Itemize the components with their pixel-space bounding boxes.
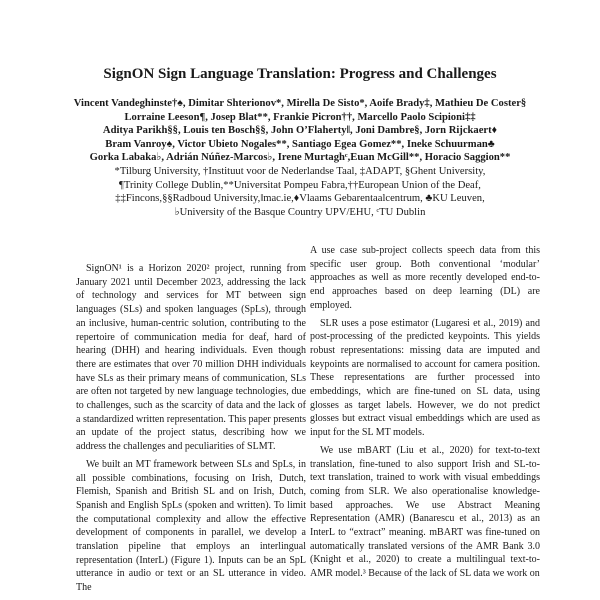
author-line: Lorraine Leeson¶, Josep Blat**, Frankie Picron††, Marcello Paolo Scipioni‡‡ (124, 111, 476, 123)
affiliation-line: ¶Trinity College Dublin,**Universitat Pompeu Fabra,††European Union of the Deaf, (119, 179, 481, 191)
paragraph: We built an MT framework between SLs and SpLs, in all possible combinations, focusing on Irish, Dutch, Flemish, Spanish and British SL and on Irish, Dutch, Spanish and English SpLs (spoken and written). To limit the computational complexity and allow the effective development of components in parallel, we develop a translation pipeline that employs an interlingual representation (InterL) (Figure 1). Inputs can be an SpL utterance in audio or text or an SL utterance in video. The (76, 458, 306, 594)
left-column (76, 262, 306, 599)
paper-title: SignON Sign Language Translation: Progress and Challenges (103, 66, 497, 82)
affiliation-line: ‡‡Fincons,§§Radboud University,‖mac.ie,♦Vlaams Gebarentaalcentrum, ♣KU Leuven, (115, 193, 485, 205)
affiliation-line: *Tilburg University, †Instituut voor de Nederlandse Taal, ‡ADAPT, §Ghent University, (114, 165, 486, 177)
author-line: Vincent Vandeghinste†♠, Dimitar Shterionov*, Mirella De Sisto*, Aoife Brady‡, Mathieu De Coster§ (73, 98, 527, 109)
paragraph: We use mBART (Liu et al., 2020) for text-to-text translation, fine-tuned to also support Irish and SL-to-text translation, trained to work with visual embeddings coming from SLR. We also operationalise knowledge-based approaches. We use Abstract Meaning Representation (AMR) (Banarescu et al., 2013) as an InterL to “extract” meaning. mBART was fine-tuned on automatically translated versions of the AMR Bank 3.0 (Knight et al., 2020) to create a multilingual text-to-AMR model.³ Because of the lack of SL data we work on (310, 444, 540, 580)
affiliation-line: ♭University of the Basque Country UPV/EHU, ᶜTU Dublin (174, 206, 426, 218)
author-line: Aditya Parikh§§, Louis ten Bosch§§, John O’Flaherty‖, Joni Dambre§, Jorn Rijckaert♦ (102, 125, 498, 137)
paragraph: A use case sub-project collects speech data from this specific user group. Both conventional ‘modular’ approaches as well as more recently developed end-to-end approaches based on deep learning (DL) are employed. (310, 245, 540, 311)
paragraph: SignON¹ is a Horizon 2020² project, running from January 2021 until December 2023, addressing the lack of technology and services for MT between sign languages (SLs) and spoken languages (SpLs), through an inclusive, human-centric solution, contributing to the repertoire of communication media for deaf, hard of hearing (DHH) and hearing individuals. Even though there are estimates that over 70 million DHH individuals have SLs as their primary means of communication, SLs are often not targeted by new language technologies, due to challenges, such as the scarcity of data and the lack of a standardized written representation. This paper presents an update of the project status, describing how we address the challenges and peculiarities of SLMT. (76, 263, 307, 453)
paragraph: SLR uses a pose estimator (Lugaresi et al., 2019) and post-processing of the predicted keypoints. This yields robust representations: missing data are imputed and keypoints are normalised to account for camera position. These representations are further processed into embeddings, which are fine-tuned on SL data, using glosses as target labels. However, we do not predict glosses but extract visual embeddings which are used as input for the SL MT models. (310, 317, 540, 439)
author-line: Bram Vanroy♠, Victor Ubieto Nogales**, Santiago Egea Gomez**, Ineke Schuurman♣ (105, 138, 495, 150)
author-block (20, 97, 580, 219)
author-line: Gorka Labaka♭, Adrián Núñez-Marcos♭, Irene Murtaghᶜ,Euan McGill**, Horacio Saggion** (89, 152, 511, 164)
right-column (310, 244, 540, 585)
